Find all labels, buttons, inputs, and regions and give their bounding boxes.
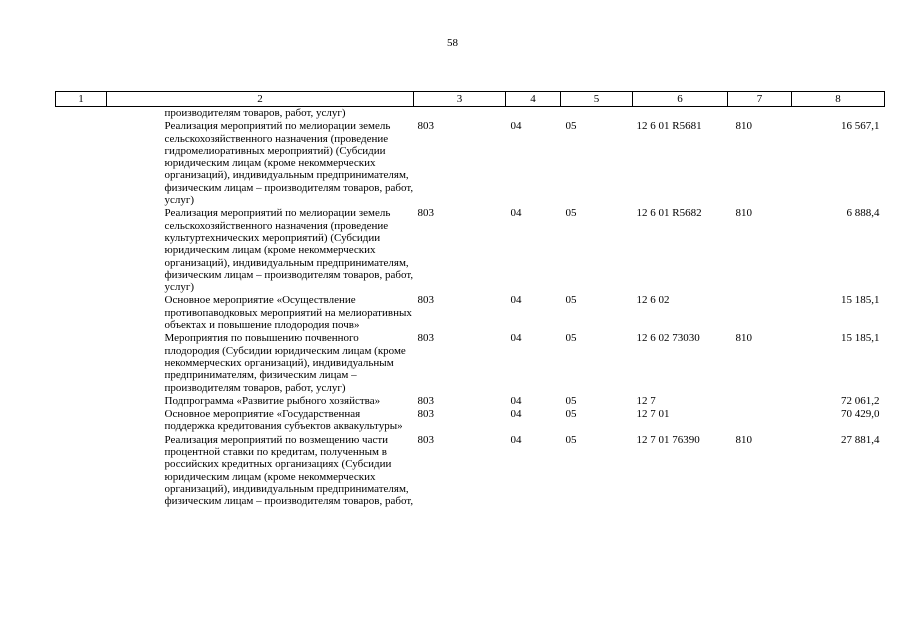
- table-row: [56, 294, 885, 332]
- target-article-cell: [633, 107, 728, 121]
- column-header-8: 8: [792, 92, 885, 107]
- subsection-code-cell: 05: [565, 294, 577, 307]
- section-code-cell: 04: [510, 294, 522, 307]
- table-row: [56, 395, 885, 408]
- page-number: 58: [447, 37, 458, 49]
- subsection-code-cell: 05: [565, 433, 577, 446]
- row-name-line: услуг): [164, 194, 195, 207]
- row-number-cell: [56, 395, 107, 408]
- row-number-cell: [56, 294, 107, 332]
- target-article-cell: 12 7 01 76390: [636, 433, 700, 446]
- expense-type-cell: [728, 107, 792, 121]
- table-row: [56, 332, 885, 394]
- ministry-code-cell: 803: [417, 207, 434, 220]
- column-header-7: 7: [728, 92, 792, 107]
- ministry-code-cell: 803: [417, 332, 434, 345]
- section-code-cell: 04: [510, 408, 522, 421]
- column-header-6: 6: [633, 92, 728, 107]
- row-name-line: Реализация мероприятий по мелиорации земель: [164, 207, 391, 220]
- amount-cell: 16 567,1: [841, 120, 880, 133]
- row-name-line: сельскохозяйственного назначения (проведение: [164, 132, 389, 145]
- section-code-cell: 04: [510, 207, 522, 220]
- budget-table: [55, 91, 885, 509]
- row-name-line: физическим лицам – производителям товаров, работ,: [164, 495, 414, 508]
- section-code-cell: 04: [510, 394, 522, 407]
- section-code-cell: 04: [510, 120, 522, 133]
- row-name-line: плодородия (Субсидии юридическим лицам (кроме: [164, 344, 406, 357]
- row-name-line: организаций), индивидуальным предпринимателям,: [164, 169, 409, 182]
- column-header-5: 5: [561, 92, 633, 107]
- table-row: [56, 408, 885, 434]
- row-name-line: Основное мероприятие «Государственная: [164, 408, 361, 421]
- ministry-code-cell: 803: [417, 408, 434, 421]
- column-header-2: 2: [107, 92, 414, 107]
- column-header-1: 1: [56, 92, 107, 107]
- row-name-cell: [107, 294, 414, 332]
- row-name-line: объектах и повышение плодородия почв»: [164, 319, 360, 332]
- row-name-line: поддержка кредитования субъектов аквакультуры»: [164, 420, 403, 433]
- header-row: [56, 92, 885, 107]
- amount-cell: 27 881,4: [841, 433, 880, 446]
- row-name-line: противопаводковых мероприятий на мелиоративных: [164, 306, 412, 319]
- ministry-code-cell: 803: [417, 433, 434, 446]
- row-name-line: гидромелиоративных мероприятий) (Субсидии: [164, 144, 386, 157]
- expense-type-cell: [728, 294, 792, 332]
- row-number-cell: [56, 207, 107, 294]
- table-row: [56, 107, 885, 121]
- row-name-line: физическим лицам – производителям товаров, работ,: [164, 181, 414, 194]
- row-name-line: Реализация мероприятий по возмещению части: [164, 433, 389, 446]
- row-name-line: юридическим лицам (кроме некоммерческих: [164, 244, 376, 257]
- subsection-code-cell: 05: [565, 332, 577, 345]
- expense-type-cell: [728, 395, 792, 408]
- row-number-cell: [56, 408, 107, 434]
- target-article-cell: 12 7: [636, 394, 656, 407]
- section-code-cell: 04: [510, 433, 522, 446]
- expense-type-cell: [728, 408, 792, 434]
- table-row: [56, 120, 885, 207]
- row-number-cell: [56, 332, 107, 394]
- row-name-line: юридическим лицам (кроме некоммерческих: [164, 157, 376, 170]
- target-article-cell: 12 6 02: [636, 294, 670, 307]
- target-article-cell: 12 6 01 R5682: [636, 207, 702, 220]
- row-name-line: услуг): [164, 281, 195, 294]
- row-name-line: производителям товаров, работ, услуг): [164, 107, 346, 119]
- subsection-code-cell: 05: [565, 408, 577, 421]
- amount-cell: 72 061,2: [841, 394, 880, 407]
- row-name-line: процентной ставки по кредитам, полученным в: [164, 446, 387, 459]
- subsection-code-cell: 05: [565, 394, 577, 407]
- column-header-4: 4: [506, 92, 561, 107]
- expense-type-cell: 810: [735, 332, 752, 345]
- row-name-line: организаций), индивидуальным предпринимателям,: [164, 256, 409, 269]
- row-name-line: Мероприятия по повышению почвенного: [164, 332, 359, 345]
- row-name-line: Подпрограмма «Развитие рыбного хозяйства»: [164, 394, 381, 407]
- amount-cell: 70 429,0: [841, 408, 880, 421]
- expense-type-cell: 810: [735, 120, 752, 133]
- row-name-cell: [107, 395, 414, 408]
- row-name-cell: [107, 107, 414, 121]
- expense-type-cell: 810: [735, 433, 752, 446]
- subsection-code-cell: 05: [565, 207, 577, 220]
- row-name-line: производителям товаров, работ, услуг): [164, 381, 346, 394]
- row-name-line: российских кредитных организациях (Субсидии: [164, 458, 392, 471]
- ministry-code-cell: [414, 107, 506, 121]
- column-header-3: 3: [414, 92, 506, 107]
- row-name-cell: [107, 332, 414, 394]
- table-header: [56, 92, 885, 107]
- subsection-code-cell: 05: [565, 120, 577, 133]
- target-article-cell: 12 6 02 73030: [636, 332, 700, 345]
- table-row: [56, 207, 885, 294]
- row-number-cell: [56, 434, 107, 509]
- row-number-cell: [56, 107, 107, 121]
- section-code-cell: 04: [510, 332, 522, 345]
- row-name-line: Основное мероприятие «Осуществление: [164, 294, 356, 307]
- row-name-line: культуртехнических мероприятий) (Субсидии: [164, 231, 381, 244]
- row-name-line: предпринимателям, физическим лицам –: [164, 369, 357, 382]
- subsection-code-cell: [561, 107, 633, 121]
- target-article-cell: 12 7 01: [636, 408, 670, 421]
- row-name-cell: [107, 120, 414, 207]
- amount-cell: 6 888,4: [846, 207, 880, 220]
- row-number-cell: [56, 120, 107, 207]
- amount-cell: 15 185,1: [841, 294, 880, 307]
- row-name-line: сельскохозяйственного назначения (проведение: [164, 219, 389, 232]
- ministry-code-cell: 803: [417, 120, 434, 133]
- ministry-code-cell: 803: [417, 394, 434, 407]
- ministry-code-cell: 803: [417, 294, 434, 307]
- table-row: [56, 434, 885, 509]
- row-name-cell: [107, 408, 414, 434]
- row-name-line: физическим лицам – производителям товаров, работ,: [164, 268, 414, 281]
- amount-cell: 15 185,1: [841, 332, 880, 345]
- expense-type-cell: 810: [735, 207, 752, 220]
- table-body: [56, 107, 885, 509]
- row-name-line: некоммерческих организаций), индивидуальным: [164, 356, 394, 369]
- section-code-cell: [506, 107, 561, 121]
- row-name-line: юридическим лицам (кроме некоммерческих: [164, 470, 376, 483]
- row-name-line: организаций), индивидуальным предпринимателям,: [164, 482, 409, 495]
- row-name-cell: [107, 207, 414, 294]
- row-name-line: Реализация мероприятий по мелиорации земель: [164, 120, 391, 133]
- amount-cell: [792, 107, 885, 121]
- target-article-cell: 12 6 01 R5681: [636, 120, 702, 133]
- row-name-cell: [107, 434, 414, 509]
